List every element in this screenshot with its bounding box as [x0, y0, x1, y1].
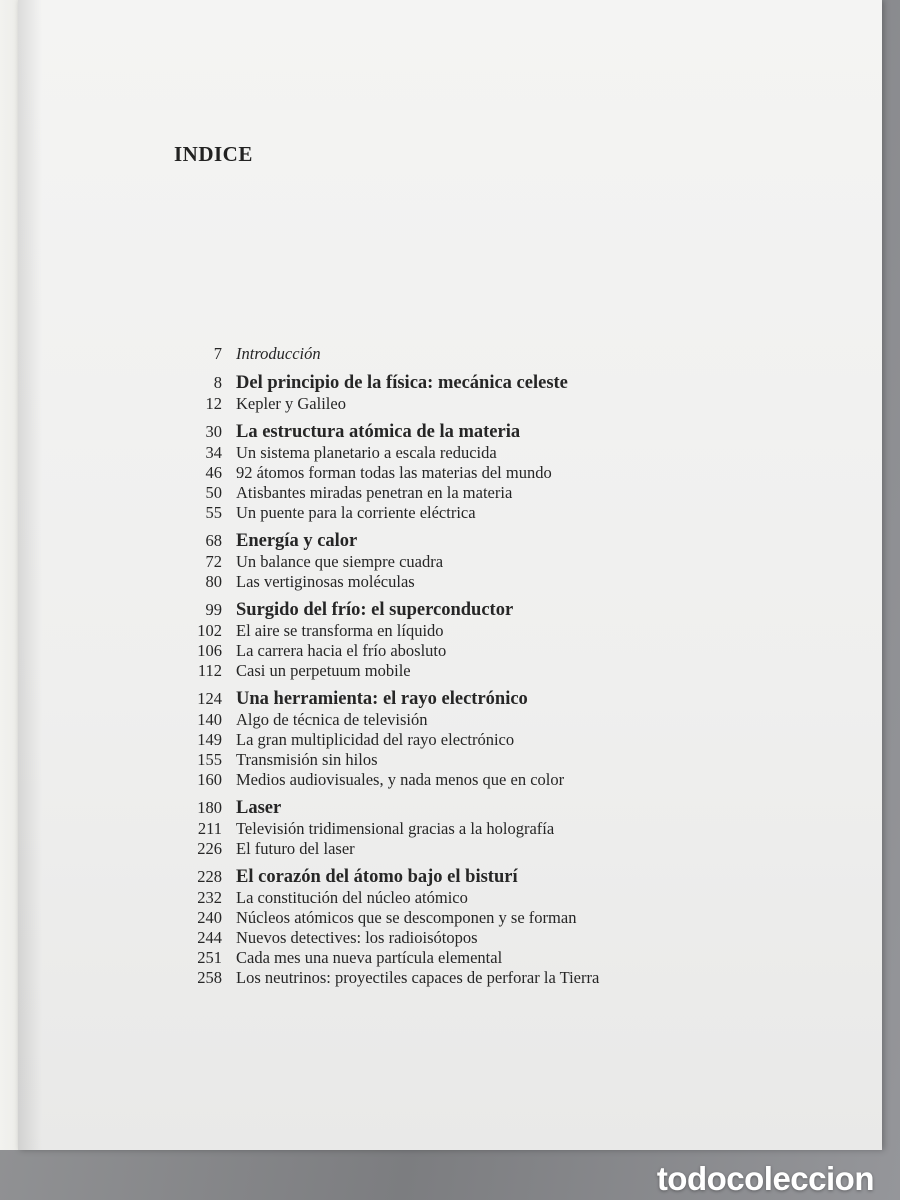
toc-section [160, 710, 860, 730]
toc-page-number: 140 [197, 710, 222, 729]
toc-page-number: 106 [197, 641, 222, 660]
toc-section [160, 661, 860, 681]
toc-section [160, 443, 860, 463]
watermark-logo: todocoleccion [656, 1160, 874, 1197]
toc-entry-title: Un puente para la corriente eléctrica [236, 503, 476, 522]
toc-chapter [160, 421, 860, 443]
toc-page-number: 160 [197, 770, 222, 789]
toc-entry-title: La estructura atómica de la materia [236, 422, 521, 442]
toc-entry-title: Laser [236, 798, 282, 818]
toc-section [160, 503, 860, 523]
toc-page-number: 80 [205, 572, 222, 591]
toc-section [160, 839, 860, 859]
toc-chapter [160, 372, 860, 394]
toc-page-number: 244 [197, 928, 222, 947]
toc-entry-title: Una herramienta: el rayo electrónico [236, 689, 528, 709]
toc-section [160, 621, 860, 641]
toc-page-number: 99 [205, 600, 222, 619]
toc-page-number: 8 [213, 373, 222, 392]
toc-section [160, 819, 860, 839]
table-of-contents [160, 344, 860, 988]
toc-section [160, 888, 860, 908]
toc-entry-title: Un sistema planetario a escala reducida [236, 443, 497, 462]
toc-section [160, 394, 860, 414]
toc-entry-title: Televisión tridimensional gracias a la holografía [236, 819, 555, 838]
toc-page-number: 112 [197, 661, 222, 680]
toc-intro [160, 344, 860, 364]
toc-section [160, 552, 860, 572]
toc-page-number: 149 [197, 730, 222, 749]
toc-entry-title: El aire se transforma en líquido [236, 621, 444, 640]
toc-chapter [160, 797, 860, 819]
toc-entry-title: Casi un perpetuum mobile [236, 661, 411, 680]
toc-entry-title: Transmisión sin hilos [236, 750, 378, 769]
toc-section [160, 483, 860, 503]
toc-page-number: 232 [197, 888, 222, 907]
toc-entry-title: El futuro del laser [236, 839, 355, 858]
toc-page-number: 226 [197, 839, 222, 858]
toc-page-number: 155 [197, 750, 222, 769]
toc-page-number: 240 [197, 908, 222, 927]
toc-entry-title: Los neutrinos: proyectiles capaces de perforar la Tierra [236, 968, 600, 987]
toc-section [160, 948, 860, 968]
book-page [18, 0, 882, 1150]
toc-entry-title: Medios audiovisuales, y nada menos que en color [236, 770, 565, 789]
toc-section [160, 968, 860, 988]
toc-section [160, 641, 860, 661]
toc-entry-title: La gran multiplicidad del rayo electrónico [236, 730, 515, 749]
toc-section [160, 463, 860, 483]
toc-chapter [160, 599, 860, 621]
toc-entry-title: Nuevos detectives: los radioisótopos [236, 928, 478, 947]
toc-entry-title: Surgido del frío: el superconductor [236, 600, 514, 620]
toc-page-number: 34 [205, 443, 222, 462]
toc-page-number: 55 [205, 503, 222, 522]
toc-page-number: 180 [197, 798, 222, 817]
toc-page-number: 7 [213, 344, 222, 363]
toc-page-number: 124 [197, 689, 222, 708]
toc-page-number: 68 [205, 531, 222, 550]
toc-page-number: 12 [205, 394, 222, 413]
toc-section [160, 572, 860, 592]
toc-page-number: 251 [197, 948, 222, 967]
toc-chapter [160, 530, 860, 552]
toc-chapter [160, 866, 860, 888]
toc-section [160, 750, 860, 770]
toc-page-number: 46 [205, 463, 222, 482]
toc-entry-title: Introducción [236, 344, 321, 363]
toc-page-number: 211 [197, 819, 222, 838]
toc-section [160, 908, 860, 928]
toc-entry-title: La carrera hacia el frío abosluto [236, 641, 447, 660]
toc-entry-title: Del principio de la física: mecánica celeste [236, 373, 568, 393]
toc-entry-title: Algo de técnica de televisión [236, 710, 428, 729]
toc-entry-title: Energía y calor [236, 531, 358, 551]
page-title: INDICE [174, 142, 253, 166]
toc-entry-title: Núcleos atómicos que se descomponen y se forman [236, 908, 577, 927]
toc-chapter [160, 688, 860, 710]
toc-section [160, 730, 860, 750]
toc-entry-title: 92 átomos forman todas las materias del mundo [236, 463, 552, 482]
toc-entry-title: Cada mes una nueva partícula elemental [236, 948, 503, 967]
toc-entry-title: El corazón del átomo bajo el bisturí [236, 867, 518, 887]
toc-page-number: 258 [197, 968, 222, 987]
toc-page-number: 30 [205, 422, 222, 441]
toc-entry-title: Las vertiginosas moléculas [236, 572, 415, 591]
toc-section [160, 770, 860, 790]
toc-section [160, 928, 860, 948]
toc-entry-title: Kepler y Galileo [236, 394, 346, 413]
toc-entry-title: Atisbantes miradas penetran en la materia [236, 483, 513, 502]
toc-entry-title: Un balance que siempre cuadra [236, 552, 444, 571]
toc-entry-title: La constitución del núcleo atómico [236, 888, 468, 907]
toc-page-number: 50 [205, 483, 222, 502]
toc-page-number: 102 [197, 621, 222, 640]
toc-page-number: 72 [205, 552, 222, 571]
toc-page-number: 228 [197, 867, 222, 886]
